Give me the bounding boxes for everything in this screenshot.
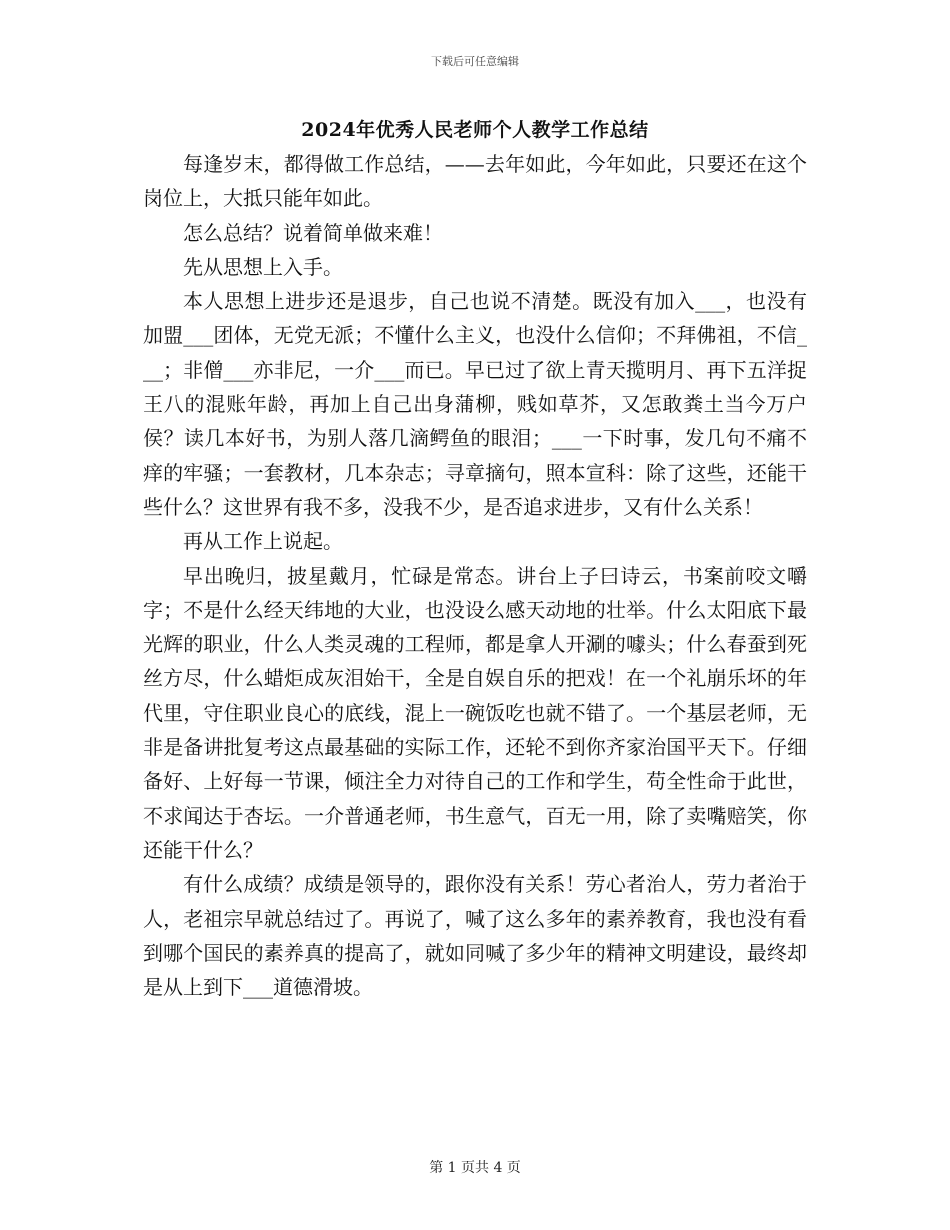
paragraph-6: 早出晚归，披星戴月，忙碌是常态。讲台上子曰诗云，书案前咬文嚼字；不是什么经天纬地的大业，也没设么感天动地的壮举。什么太阳底下最光辉的职业，什么人类灵魂的工程师，都是拿人开涮的噱头；什么春蚕到死丝方尽，什么蜡炬成灰泪始干，全是自娱自乐的把戏！在一个礼崩乐坏的年代里，守住职业良心的底线，混上一碗饭吃也就不错了。一个基层老师，无非是备讲批复考这点最基础的实际工作，还轮不到你齐家治国平天下。仔细备好、上好每一节课，倾注全力对待自己的工作和学生，苟全性命于此世，不求闻达于杏坛。一介普通老师，书生意气，百无一用，除了卖嘴赔笑，你还能干什么？ — [143, 563, 807, 862]
paragraph-5: 再从工作上说起。 — [183, 529, 343, 554]
paragraph-4: 本人思想上进步还是退步，自己也说不清楚。既没有加入___，也没有加盟___团体，无党无派；不懂什么主义，也没什么信仰；不拜佛祖，不信___；非僧___亦非尼，一介___而已。早已过了欲上青天揽明月、再下五洋捉王八的混账年龄，再加上自己出身蒲柳，贱如草芥，又怎敢粪土当今万户侯？读几本好书，为别人落几滴鳄鱼的眼泪；___一下时事，发几句不痛不痒的牢骚；一套教材，几本杂志；寻章摘句，照本宣科：除了这些，还能干些什么？这世界有我不多，没我不少，是否追求进步，又有什么关系！ — [143, 289, 807, 519]
document-title: 2024年优秀人民老师个人教学工作总结 — [301, 119, 649, 141]
paragraph-2: 怎么总结？说着简单做来难！ — [183, 220, 443, 245]
paragraph-7: 有什么成绩？成绩是领导的，跟你没有关系！劳心者治人，劳力者治于人，老祖宗早就总结过了。再说了，喊了这么多年的素养教育，我也没有看到哪个国民的素养真的提高了，就如同喊了多少年的精神文明建设，最终却是从上到下___道德滑坡。 — [143, 872, 807, 1000]
page-indicator: 第 1 页共 4 页 — [429, 1160, 521, 1176]
paragraph-1: 每逢岁末，都得做工作总结，——去年如此，今年如此，只要还在这个岗位上，大抵只能年如此。 — [143, 152, 807, 211]
header-note: 下载后可任意编辑 — [431, 55, 519, 68]
paragraph-3: 先从思想上入手。 — [183, 254, 343, 279]
document-body — [143, 147, 807, 1004]
